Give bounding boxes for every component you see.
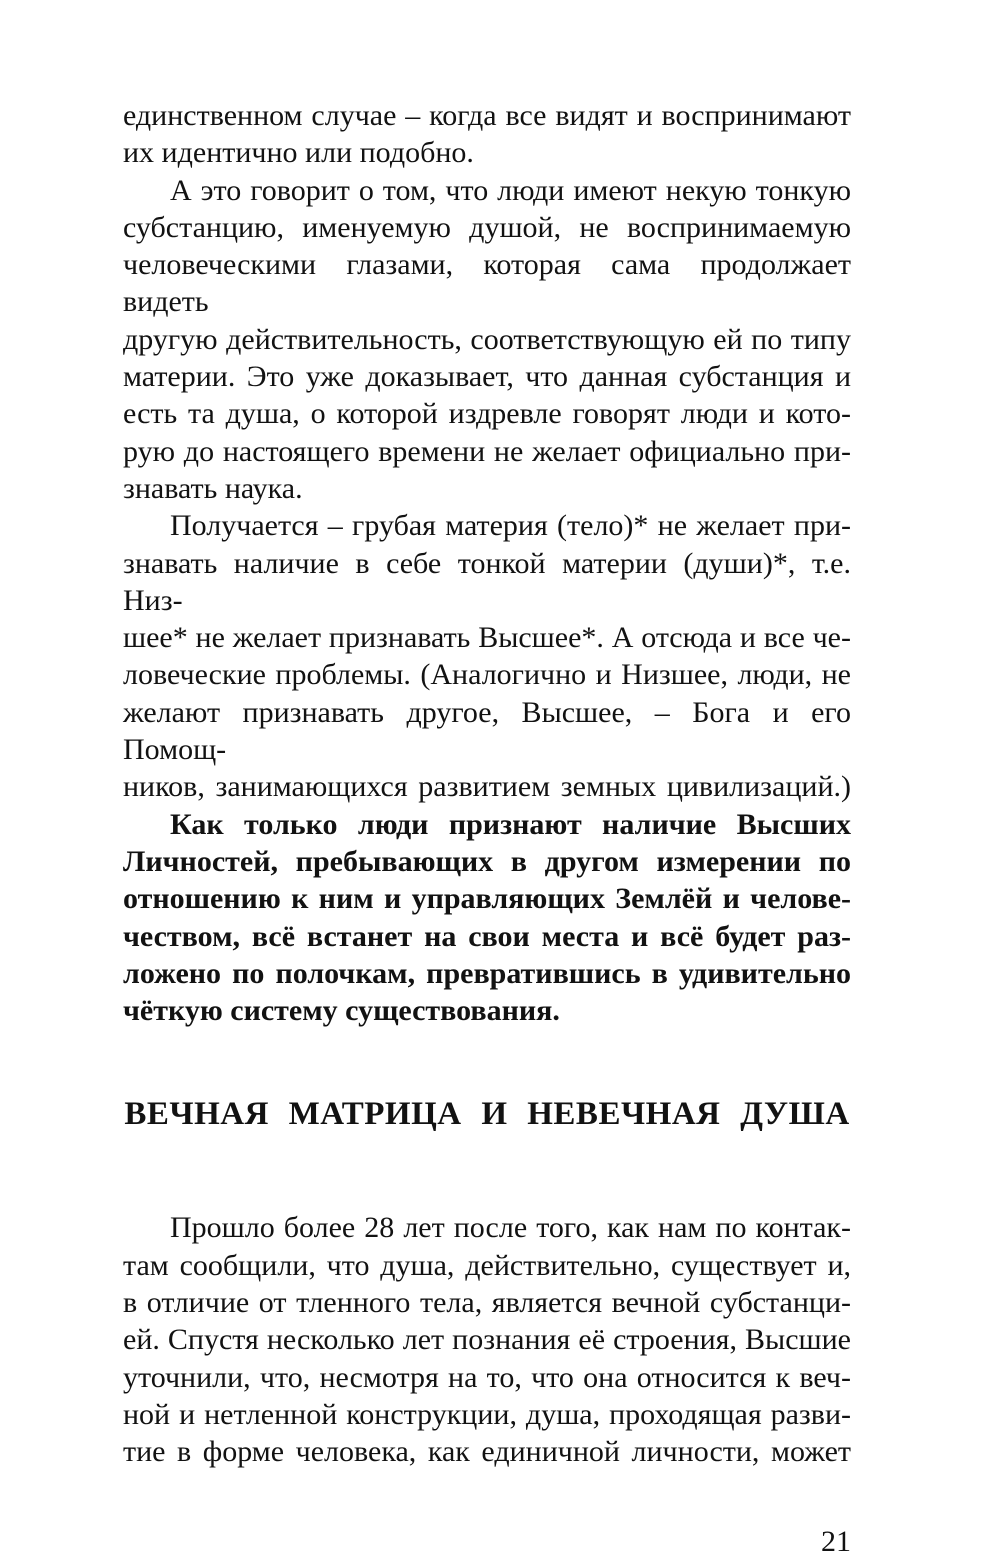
- text-line: рую до настоящего времени не желает официально при-: [123, 434, 851, 468]
- text-line: другую действительность, соответствующую ей по типу: [123, 322, 851, 356]
- text-line: ной и нетленной конструкции, душа, проходящая разви-: [123, 1397, 851, 1431]
- text-line: есть та душа, о которой издревле говорят люди и кото-: [123, 397, 851, 431]
- paragraph: [123, 1209, 851, 1470]
- paragraph: [123, 507, 851, 805]
- text-line: ников, занимающихся развитием земных цивилизаций.): [123, 770, 851, 804]
- text-line: знавать наука.: [123, 471, 303, 505]
- text-line: чёткую систему существования.: [123, 994, 560, 1028]
- text-line: ей. Спустя несколько лет познания её строения, Высшие: [123, 1323, 851, 1357]
- text-line: человеческими глазами, которая сама продолжает видеть: [123, 248, 851, 319]
- text-line: там сообщили, что душа, действительно, существует и,: [123, 1248, 851, 1282]
- section-heading: ВЕЧНАЯ МАТРИЦА И НЕВЕЧНАЯ ДУША: [124, 1096, 850, 1133]
- paragraph: [123, 172, 851, 508]
- text-line: уточнили, что, несмотря на то, что она относится к веч-: [123, 1360, 851, 1394]
- text-line: ложено по полочкам, превратившись в удивительно: [123, 956, 851, 990]
- text-line: в отличие от тленного тела, является вечной субстанци-: [123, 1286, 851, 1320]
- text-line: отношению к ним и управляющих Землёй и челове-: [123, 882, 851, 916]
- text-line: Как только люди признают наличие Высших: [170, 807, 851, 841]
- text-line: чеством, всё встанет на свои места и всё будет раз-: [123, 919, 851, 953]
- text-line: их идентично или подобно.: [123, 136, 474, 170]
- text-line: Личностей, пребывающих в другом измерении по: [123, 844, 851, 878]
- text-line: желают признавать другое, Высшее, – Бога и его Помощ-: [123, 695, 851, 767]
- page-number: 21: [821, 1524, 851, 1558]
- text-line: знавать наличие в себе тонкой материи (души)*, т.е. Низ-: [123, 546, 851, 617]
- text-line: тие в форме человека, как единичной личности, может: [123, 1435, 851, 1469]
- text-line: ловеческие проблемы. (Аналогично и Низшее, люди, не: [123, 658, 851, 692]
- text-line: шее* не желает признавать Высшее*. А отсюда и все че-: [123, 621, 851, 655]
- text-line: материи. Это уже доказывает, что данная субстанция и: [123, 360, 851, 394]
- paragraph-bold: [123, 806, 851, 1030]
- text-line: А это говорит о том, что люди имеют некую тонкую: [170, 173, 851, 207]
- text-line: Прошло более 28 лет после того, как нам по контак-: [170, 1211, 851, 1245]
- text-line: единственном случае – когда все видят и воспринимают: [123, 99, 851, 132]
- text-line: Получается – грубая материя (тело)* не желает при-: [170, 509, 851, 543]
- text-line: субстанцию, именуемую душой, не воспринимаемую: [123, 210, 851, 244]
- text-column: [123, 97, 851, 1560]
- paragraph: [123, 97, 851, 172]
